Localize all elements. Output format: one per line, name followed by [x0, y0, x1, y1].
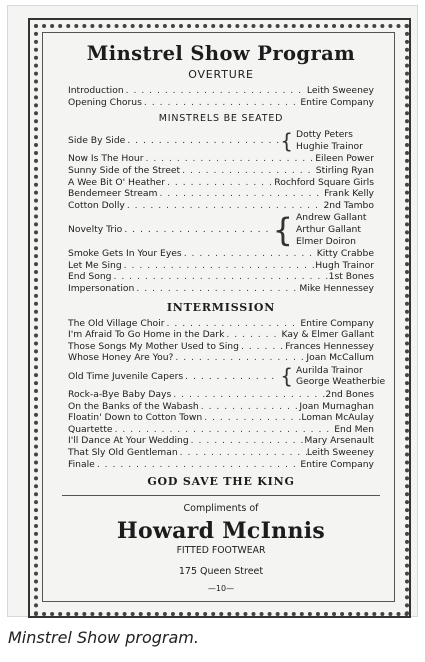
program-content — [68, 42, 386, 594]
item-title: Let Me Sing — [68, 259, 122, 271]
sponsor-business: FITTED FOOTWEAR — [176, 545, 266, 557]
after-intermission-list-b — [68, 389, 374, 470]
program-item — [68, 248, 374, 260]
program-item — [68, 424, 374, 436]
leader-dots — [239, 341, 285, 353]
item-title: Whose Honey Are You? — [68, 352, 174, 364]
item-title: Quartette — [68, 423, 113, 435]
program-item — [68, 352, 374, 364]
program-item — [68, 271, 374, 283]
item-title: End Song — [68, 271, 112, 283]
leader-dots — [134, 283, 299, 295]
item-performer: Rochford Square Girls — [274, 176, 374, 188]
leader-dots — [95, 459, 301, 471]
section-seated: MINSTRELS BE SEATED — [158, 113, 284, 125]
leader-dots — [113, 424, 335, 436]
page-number: —10— — [207, 584, 235, 594]
item-title: I'm Afraid To Go Home in the Dark — [68, 329, 225, 341]
seated-list-b — [68, 248, 374, 294]
leader-dots — [165, 318, 301, 330]
item-title: Rock-a-Bye Baby Days — [68, 389, 172, 401]
program-item — [68, 318, 374, 330]
item-title: Novelty Trio — [68, 223, 123, 235]
item-title: The Old Village Choir — [68, 317, 165, 329]
program-item — [68, 401, 374, 413]
leader-dots — [125, 135, 280, 147]
program-item-group — [68, 129, 374, 152]
program-item — [68, 412, 374, 424]
item-title: Opening Chorus — [68, 96, 142, 108]
sponsor-name: Howard McInnis — [116, 518, 326, 545]
item-performer: Elmer Doiron — [296, 235, 356, 247]
leader-dots — [199, 401, 300, 413]
item-performer: 1st Bones — [328, 271, 374, 283]
program-item — [68, 153, 374, 165]
item-title: Sunny Side of the Street — [68, 164, 181, 176]
section-closing: GOD SAVE THE KING — [147, 475, 295, 489]
item-title: Those Songs My Mother Used to Sing — [68, 340, 239, 352]
item-title: Introduction — [68, 85, 124, 96]
program-item — [68, 389, 374, 401]
item-title: Impersonation — [68, 282, 135, 294]
item-performer: End Men — [334, 423, 374, 435]
leader-dots — [112, 271, 329, 283]
item-performer: Dotty Peters — [296, 129, 353, 141]
leader-dots — [124, 85, 307, 97]
item-performer: Hugh Trainor — [315, 259, 374, 271]
leader-dots — [125, 200, 324, 212]
leader-dots — [143, 153, 315, 165]
item-performer: Frank Kelly — [324, 188, 374, 200]
item-performer: George Weatherbie — [296, 376, 386, 388]
item-performer: 2nd Bones — [325, 389, 374, 401]
item-title: Floatin' Down to Cotton Town — [68, 412, 203, 424]
item-performer: Stirling Ryan — [315, 164, 374, 176]
leader-dots — [182, 248, 317, 260]
item-title: A Wee Bit O' Heather — [68, 176, 166, 188]
item-performer: 2nd Tambo — [323, 199, 374, 211]
leader-dots — [178, 447, 307, 459]
leader-dots — [183, 371, 280, 383]
program-item — [68, 329, 374, 341]
program-item — [68, 447, 374, 459]
brace-icon: { — [272, 210, 293, 249]
item-performer: Entire Company — [300, 458, 374, 470]
item-performer: Mike Hennessey — [299, 282, 374, 294]
leader-dots — [122, 224, 272, 236]
program-item — [68, 97, 374, 109]
item-performer: Joan Murnaghan — [299, 400, 374, 412]
program-item — [68, 435, 374, 447]
item-performer: Entire Company — [300, 96, 374, 108]
divider — [62, 495, 380, 496]
overture-list — [68, 85, 374, 108]
leader-dots — [180, 165, 316, 177]
item-title: Now Is The Hour — [68, 153, 144, 165]
leader-dots — [224, 329, 281, 341]
program-page — [8, 6, 417, 616]
image-caption: Minstrel Show program. — [8, 628, 199, 647]
item-title: Finale — [68, 458, 95, 470]
item-performer: Entire Company — [300, 317, 374, 329]
after-intermission-list-a — [68, 318, 374, 364]
item-performer: Leith Sweeney — [306, 85, 374, 96]
program-title: Minstrel Show Program — [86, 42, 356, 65]
leader-dots — [189, 435, 305, 447]
item-performer: Loman McAulay — [301, 412, 374, 424]
program-item — [68, 188, 374, 200]
sponsor-address: 175 Queen Street — [178, 566, 264, 578]
section-overture: OVERTURE — [188, 68, 254, 81]
section-intermission: INTERMISSION — [166, 300, 276, 314]
item-performer: Mary Arsenault — [304, 435, 374, 447]
item-title: Bendemeer Stream — [68, 188, 158, 200]
item-performer: Aurilda Trainor — [296, 364, 363, 376]
leader-dots — [202, 412, 301, 424]
item-performer: Hughie Trainor — [296, 140, 363, 152]
seated-list-a — [68, 153, 374, 211]
leader-dots — [173, 352, 306, 364]
item-title: Old Time Juvenile Capers — [68, 370, 184, 382]
sponsor-compliments: Compliments of — [183, 503, 259, 515]
item-performer: Leith Sweeney — [306, 447, 374, 459]
leader-dots — [165, 177, 274, 189]
leader-dots — [157, 188, 324, 200]
item-performer: Eileen Power — [315, 153, 374, 165]
leader-dots — [171, 389, 325, 401]
program-item — [68, 459, 374, 471]
item-title: That Sly Old Gentleman — [68, 447, 178, 459]
item-performer: Joan McCallum — [306, 352, 374, 364]
item-performer: Andrew Gallant — [296, 212, 367, 224]
program-item — [68, 283, 374, 295]
item-performer: Kay & Elmer Gallant — [281, 329, 374, 341]
item-performer: Kitty Crabbe — [316, 248, 374, 260]
program-item — [68, 165, 374, 177]
program-item — [68, 85, 374, 97]
leader-dots — [142, 97, 300, 109]
item-title: Cotton Dolly — [68, 199, 125, 211]
program-item — [68, 341, 374, 353]
brace-icon: { — [280, 128, 293, 153]
item-title: On the Banks of the Wabash — [68, 400, 199, 412]
program-item-group — [68, 364, 386, 389]
program-item-group — [68, 212, 374, 247]
item-performer: Frances Hennessey — [285, 340, 374, 352]
item-performer: Arthur Gallant — [296, 223, 361, 235]
program-item — [68, 260, 374, 272]
leader-dots — [122, 260, 316, 272]
program-item — [68, 200, 374, 212]
item-title: I'll Dance At Your Wedding — [68, 435, 189, 447]
item-title: Smoke Gets In Your Eyes — [68, 248, 182, 260]
program-item — [68, 177, 374, 189]
item-title: Side By Side — [68, 134, 126, 146]
brace-icon: { — [280, 364, 293, 389]
